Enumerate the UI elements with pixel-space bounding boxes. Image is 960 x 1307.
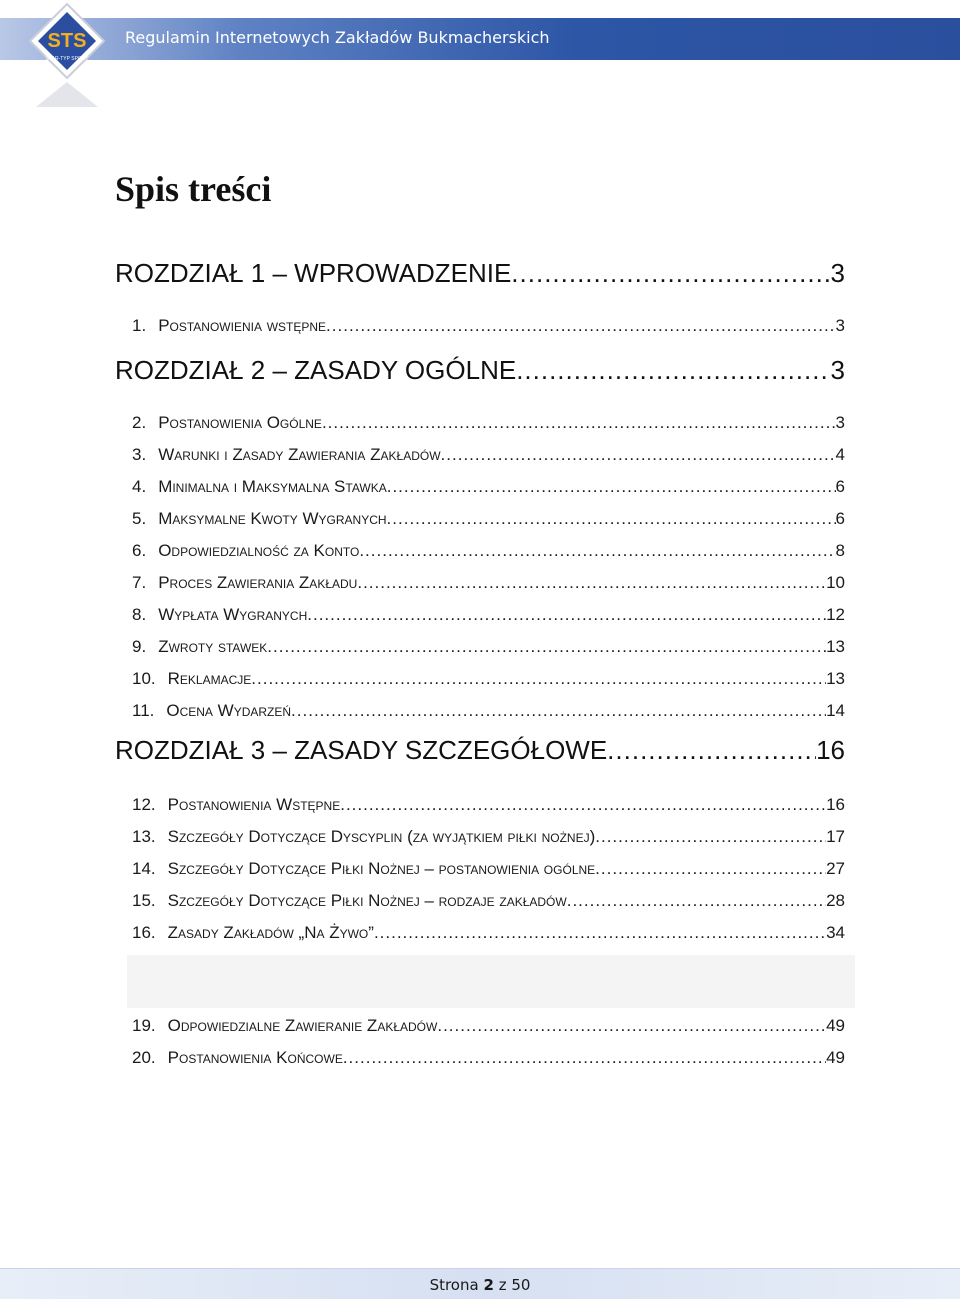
toc-dot-leader [291, 701, 826, 721]
toc-entry-title: Postanowienia Wstępne [167, 795, 341, 814]
toc-entry-title: Postanowienia Ogólne [158, 413, 322, 432]
logo-subtext: STAR-TYP SPORT [45, 56, 89, 62]
toc-dot-leader [267, 637, 826, 657]
toc-dot-leader [251, 669, 826, 689]
toc-chapter-entry[interactable] [115, 735, 845, 766]
toc-entry-page: 28 [826, 891, 845, 910]
toc-entry-page: 6 [835, 509, 845, 528]
toc-section-entry[interactable] [132, 701, 845, 721]
toc-entry-number: 14. [132, 859, 156, 878]
toc-entry-number: 2. [132, 413, 147, 432]
toc-chapter-entry[interactable] [115, 258, 845, 289]
toc-dot-leader [567, 891, 826, 911]
footer-current-page: 2 [483, 1276, 494, 1294]
toc-dot-leader [441, 445, 836, 465]
toc-chapter-entry[interactable] [115, 355, 845, 386]
toc-section-entry[interactable] [132, 1048, 845, 1068]
toc-entry-title: ROZDZIAŁ 2 – ZASADY OGÓLNE [115, 355, 517, 385]
toc-entry-page: 27 [826, 859, 845, 878]
toc-entry-title: Szczegóły Dotyczące Piłki Nożnej – postanowienia ogólne [167, 859, 596, 878]
toc-entry-number: 6. [132, 541, 147, 560]
toc-entry-number: 16. [132, 923, 156, 942]
toc-entry-number: 15. [132, 891, 156, 910]
toc-entry-title: Szczegóły Dotyczące Piłki Nożnej – rodzaje zakładów [167, 891, 567, 910]
toc-dot-leader [511, 258, 830, 289]
toc-entry-page: 17 [826, 827, 845, 846]
toc-dot-leader [516, 355, 830, 386]
toc-section-entry[interactable] [132, 1016, 845, 1036]
toc-dot-leader [322, 413, 836, 433]
toc-section-entry[interactable] [132, 923, 845, 943]
toc-entry-title: Wypłata Wygranych [158, 605, 308, 624]
logo-text: STS [47, 30, 87, 52]
toc-entry-page: 3 [835, 316, 845, 335]
footer-total-pages: 50 [511, 1276, 531, 1294]
toc-dot-leader [307, 605, 826, 625]
toc-entry-title: Warunki i Zasady Zawierania Zakładów [158, 445, 441, 464]
toc-entry-number: 12. [132, 795, 156, 814]
page-footer [0, 1276, 960, 1294]
toc-entry-page: 3 [830, 258, 845, 288]
toc-section-entry[interactable] [132, 573, 845, 593]
toc-dot-leader [387, 477, 836, 497]
toc-entry-title: Zwroty stawek [158, 637, 268, 656]
toc-entry-title: Proces Zawierania Zakładu [158, 573, 358, 592]
toc-section-entry[interactable] [132, 669, 845, 689]
toc-dot-leader [326, 316, 835, 336]
toc-section-entry[interactable] [132, 795, 845, 815]
toc-dot-leader [340, 795, 826, 815]
toc-entry-title: Postanowienia wstępne [158, 316, 327, 335]
toc-entry-page: 13 [826, 669, 845, 688]
toc-section-entry[interactable] [132, 891, 845, 911]
toc-section-entry[interactable] [132, 541, 845, 561]
toc-entry-number: 8. [132, 605, 147, 624]
toc-section-entry[interactable] [132, 445, 845, 465]
toc-entry-page: 16 [826, 795, 845, 814]
toc-entry-number: 4. [132, 477, 147, 496]
toc-entry-title: ROZDZIAŁ 1 – WPROWADZENIE [115, 258, 512, 288]
toc-entry-page: 14 [826, 701, 845, 720]
toc-dot-leader [343, 1048, 826, 1068]
toc-entry-page: 13 [826, 637, 845, 656]
toc-entry-title: Reklamacje [167, 669, 252, 688]
toc-entry-title: Odpowiedzialne Zawieranie Zakładów [167, 1016, 438, 1035]
toc-dot-leader [359, 541, 835, 561]
toc-section-entry[interactable] [132, 859, 845, 879]
toc-dot-leader [607, 735, 816, 766]
toc-entry-number: 1. [132, 316, 147, 335]
toc-entry-page: 6 [835, 477, 845, 496]
toc-section-entry[interactable] [132, 316, 845, 336]
footer-separator: z [498, 1276, 507, 1294]
toc-entry-number: 7. [132, 573, 147, 592]
toc-entry-page: 16 [816, 735, 845, 765]
toc-entry-title: ROZDZIAŁ 3 – ZASADY SZCZEGÓŁOWE [115, 735, 608, 765]
toc-dot-leader [387, 509, 836, 529]
toc-entry-page: 49 [826, 1048, 845, 1067]
toc-section-entry[interactable] [132, 637, 845, 657]
toc-dot-leader [437, 1016, 826, 1036]
toc-section-entry[interactable] [132, 413, 845, 433]
toc-entry-page: 34 [826, 923, 845, 942]
toc-heading: Spis treści [115, 169, 272, 209]
toc-section-entry[interactable] [132, 605, 845, 625]
toc-section-entry[interactable] [132, 827, 845, 847]
toc-entry-title: Postanowienia Końcowe [167, 1048, 343, 1067]
toc-dot-leader [595, 827, 826, 847]
toc-entry-page: 3 [835, 413, 845, 432]
toc-entry-number: 3. [132, 445, 147, 464]
toc-section-entry[interactable] [132, 477, 845, 497]
toc-dot-leader [357, 573, 826, 593]
toc-dot-leader [595, 859, 826, 879]
toc-entry-number: 10. [132, 669, 156, 688]
toc-entry-page: 8 [835, 541, 845, 560]
toc-entry-number: 11. [132, 701, 155, 720]
toc-entry-title: Ocena Wydarzeń [166, 701, 292, 720]
toc-entry-number: 19. [132, 1016, 156, 1035]
toc-entry-title: Szczegóły Dotyczące Dyscyplin (za wyjątkiem piłki nożnej) [167, 827, 596, 846]
toc-entry-title: Maksymalne Kwoty Wygranych [158, 509, 387, 528]
toc-entry-number: 5. [132, 509, 147, 528]
toc-entry-number: 20. [132, 1048, 156, 1067]
sts-logo [28, 2, 106, 112]
toc-entry-number: 13. [132, 827, 156, 846]
toc-entry-page: 4 [835, 445, 845, 464]
toc-entry-title: Minimalna i Maksymalna Stawka [158, 477, 387, 496]
toc-entry-title: Odpowiedzialność za Konto [158, 541, 360, 560]
toc-entry-page: 10 [826, 573, 845, 592]
toc-entry-number: 9. [132, 637, 147, 656]
toc-entry-page: 3 [830, 355, 845, 385]
toc-entry-page: 12 [826, 605, 845, 624]
document-title: Regulamin Internetowych Zakładów Bukmacherskich [125, 28, 550, 47]
footer-prefix: Strona [429, 1276, 479, 1294]
toc-section-entry[interactable] [132, 509, 845, 529]
toc-entry-title: Zasady Zakładów „Na Żywo” [167, 923, 374, 942]
toc-entry-page: 49 [826, 1016, 845, 1035]
toc-dot-leader [374, 923, 826, 943]
redacted-block [127, 955, 855, 1008]
